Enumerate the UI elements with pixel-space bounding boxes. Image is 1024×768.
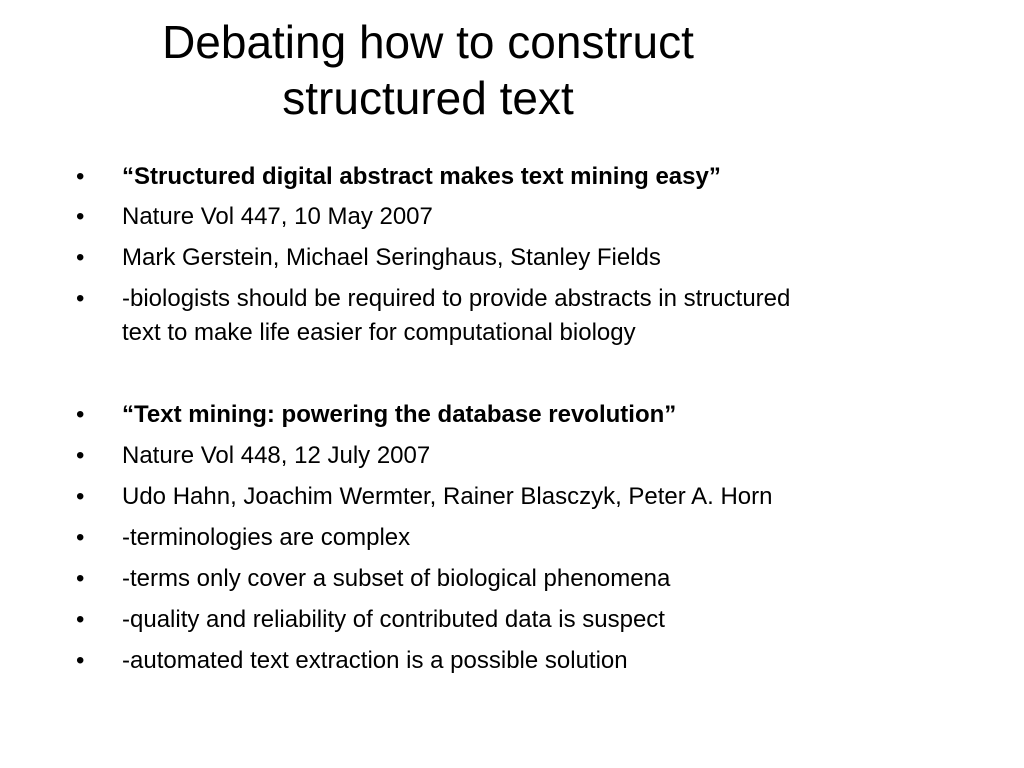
bullet-text: Nature Vol 448, 12 July 2007 (122, 442, 431, 469)
bullet-item (76, 282, 936, 350)
bullet-item (76, 398, 936, 432)
bullet-dot: • (76, 285, 85, 312)
bullet-text: Udo Hahn, Joachim Wermter, Rainer Blasczyk, Peter A. Horn (122, 483, 773, 510)
bullet-dot: • (76, 565, 85, 592)
bullet-text: -biologists should be required to provide abstracts in structured text to make life easier for computational biology (122, 285, 791, 346)
bullet-item (76, 521, 936, 555)
bullet-text: -terminologies are complex (122, 524, 411, 551)
bullet-text: -quality and reliability of contributed data is suspect (122, 606, 665, 633)
bullet-dot: • (76, 483, 85, 510)
bullet-text: “Structured digital abstract makes text mining easy” (122, 163, 721, 190)
bullet-item (76, 644, 936, 678)
bullet-item (76, 200, 936, 234)
bullet-dot: • (76, 524, 85, 551)
slide-title (100, 14, 756, 126)
bullet-dot: • (76, 442, 85, 469)
bullet-item (76, 603, 936, 637)
bullet-item (76, 439, 936, 473)
bullet-item (76, 562, 936, 596)
bullet-dot: • (76, 647, 85, 674)
bullet-text: -automated text extraction is a possible solution (122, 647, 628, 674)
slide-title-line-1: Debating how to construct (162, 16, 694, 68)
bullet-text: “Text mining: powering the database revolution” (122, 401, 677, 428)
bullet-item (76, 241, 936, 275)
bullet-text: Mark Gerstein, Michael Seringhaus, Stanley Fields (122, 244, 661, 271)
bullet-dot: • (76, 606, 85, 633)
bullet-dot: • (76, 203, 85, 230)
bullet-dot: • (76, 401, 85, 428)
bullet-text: -terms only cover a subset of biological phenomena (122, 565, 671, 592)
slide-title-line-2: structured text (282, 72, 574, 124)
bullet-dot: • (76, 163, 85, 190)
bullet-item (76, 480, 936, 514)
bullet-text: Nature Vol 447, 10 May 2007 (122, 203, 433, 230)
bullet-item (76, 160, 936, 194)
bullet-dot: • (76, 244, 85, 271)
